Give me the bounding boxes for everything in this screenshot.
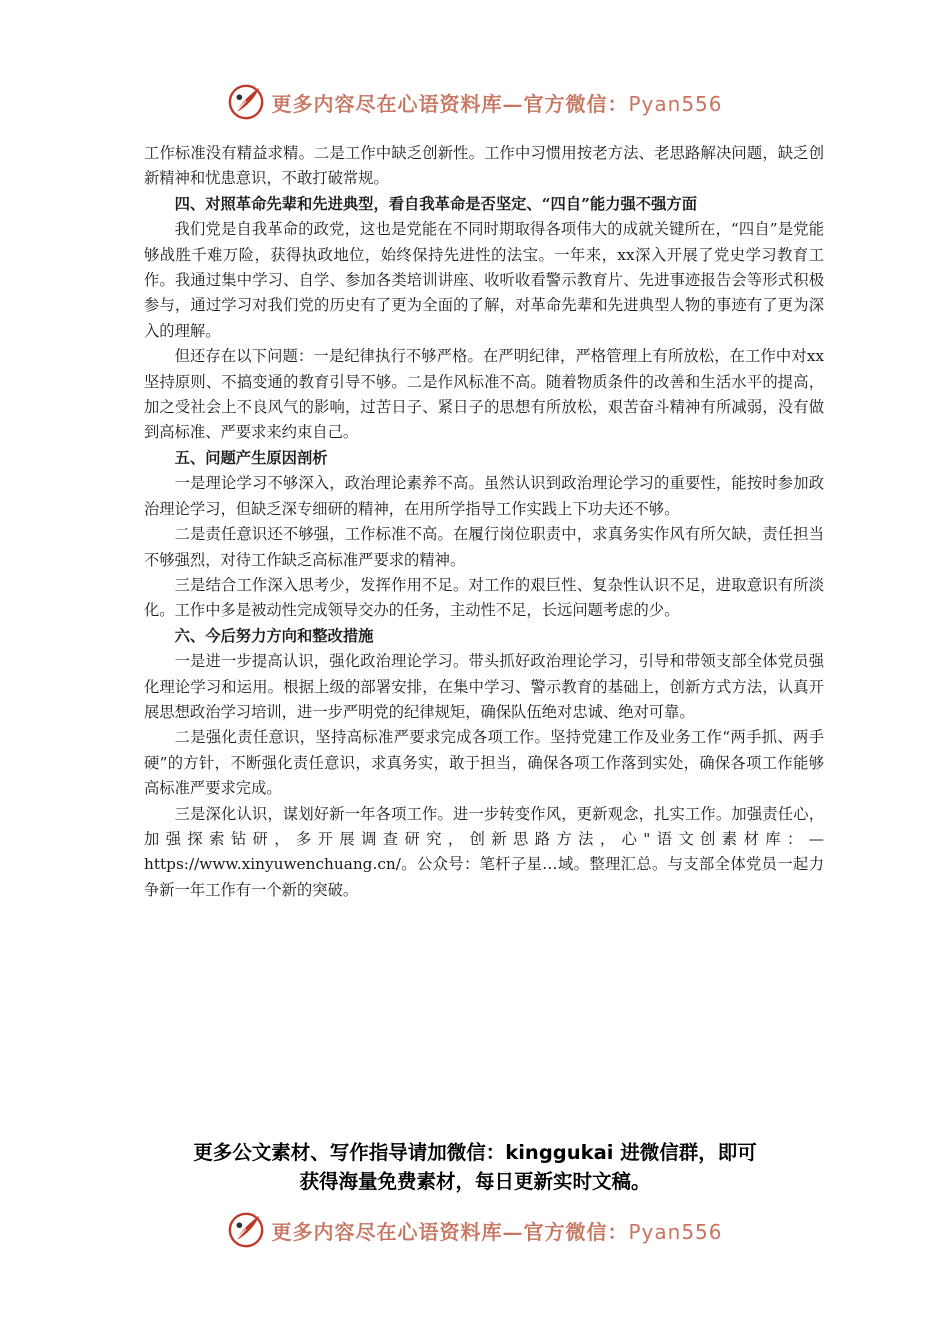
- section-heading: 五、问题产生原因剖析: [174, 448, 328, 467]
- footer-note-line: 更多公文素材、写作指导请加微信：kinggukai 进微信群，即可: [193, 1141, 757, 1164]
- header-banner-text: 更多内容尽在心语资料库—官方微信：Pyan556: [271, 91, 723, 116]
- footer-note-line: 获得海量免费素材，每日更新实时文稿。: [299, 1170, 651, 1193]
- footer-wechat-id: Pyan556: [628, 1219, 723, 1244]
- section-heading: 六、今后努力方向和整改措施: [174, 626, 374, 645]
- paragraph: 但还存在以下问题：一是纪律执行不够严格。在严明纪律，严格管理上有所放松，在工作中对xx坚持原则、不搞变通的教育引导不够。二是作风标准不高。随着物质条件的改善和生活水平的提高，加之受社会上不良风气的影响，过苦日子、紧日子的思想有所放松，艰苦奋斗精神有所减弱，没有做到高标准、严要求来约束自己。: [144, 347, 824, 442]
- quill-logo-icon: [227, 83, 265, 121]
- footer-banner-text: 更多内容尽在心语资料库—官方微信：Pyan556: [271, 1219, 723, 1244]
- paragraph: 一是进一步提高认识，强化政治理论学习。带头抓好政治理论学习，引导和带领支部全体党员强化理论学习和运用。根据上级的部署安排，在集中学习、警示教育的基础上，创新方式方法，认真开展思想政治学习培训，进一步严明党的纪律规矩，确保队伍绝对忠诚、绝对可靠。: [144, 652, 824, 721]
- header-banner: [0, 80, 950, 124]
- paragraph: 二是责任意识还不够强，工作标准不高。在履行岗位职责中，求真务实作风有所欠缺，责任担当不够强烈，对待工作缺乏高标准严要求的精神。: [144, 525, 824, 569]
- paragraph: 一是理论学习不够深入，政治理论素养不高。虽然认识到政治理论学习的重要性，能按时参加政治理论学习，但缺乏深专细研的精神，在用所学指导工作实践上下功夫还不够。: [144, 474, 824, 518]
- quill-logo-icon: [227, 1211, 265, 1249]
- footer-note: [100, 1138, 850, 1196]
- paragraph: 三是结合工作深入思考少，发挥作用不足。对工作的艰巨性、复杂性认识不足，进取意识有所淡化。工作中多是被动性完成领导交办的任务，主动性不足，长远问题考虑的少。: [144, 575, 824, 620]
- document-body: [144, 141, 824, 903]
- paragraph: 三是深化认识，谋划好新一年各项工作。进一步转变作风，更新观念，扎实工作。加强责任心，加强探索钻研，多开展调查研究，创新思路方法，心"语文创素材库：—https://www.xinyuwenchuang.cn/。公众号：笔杆子星…域。整理汇总。与支部全体党员一起力争新一年工作有一个新的突破。: [144, 804, 824, 899]
- section-heading: 四、对照革命先辈和先进典型，看自我革命是否坚定、“四自”能力强不强方面: [174, 194, 697, 213]
- paragraph: 我们党是自我革命的政党，这也是党能在不同时期取得各项伟大的成就关键所在，“四自”是党能够战胜千难万险，获得执政地位，始终保持先进性的法宝。一年来，xx深入开展了党史学习教育工作。我通过集中学习、自学、参加各类培训讲座、收听收看警示教育片、先进事迹报告会等形式积极参与，通过学习对我们党的历史有了更为全面的了解，对革命先辈和先进典型人物的事迹有了更为深入的理解。: [144, 220, 824, 340]
- header-wechat-id: Pyan556: [628, 91, 723, 116]
- footer-banner: [0, 1208, 950, 1252]
- paragraph: 工作标准没有精益求精。二是工作中缺乏创新性。工作中习惯用按老方法、老思路解决问题，缺乏创新精神和忧患意识，不敢打破常规。: [144, 144, 824, 188]
- paragraph: 二是强化责任意识，坚持高标准严要求完成各项工作。坚持党建工作及业务工作“两手抓、两手硬”的方针，不断强化责任意识，求真务实，敢于担当，确保各项工作落到实处，确保各项工作能够高标准严要求完成。: [144, 728, 824, 798]
